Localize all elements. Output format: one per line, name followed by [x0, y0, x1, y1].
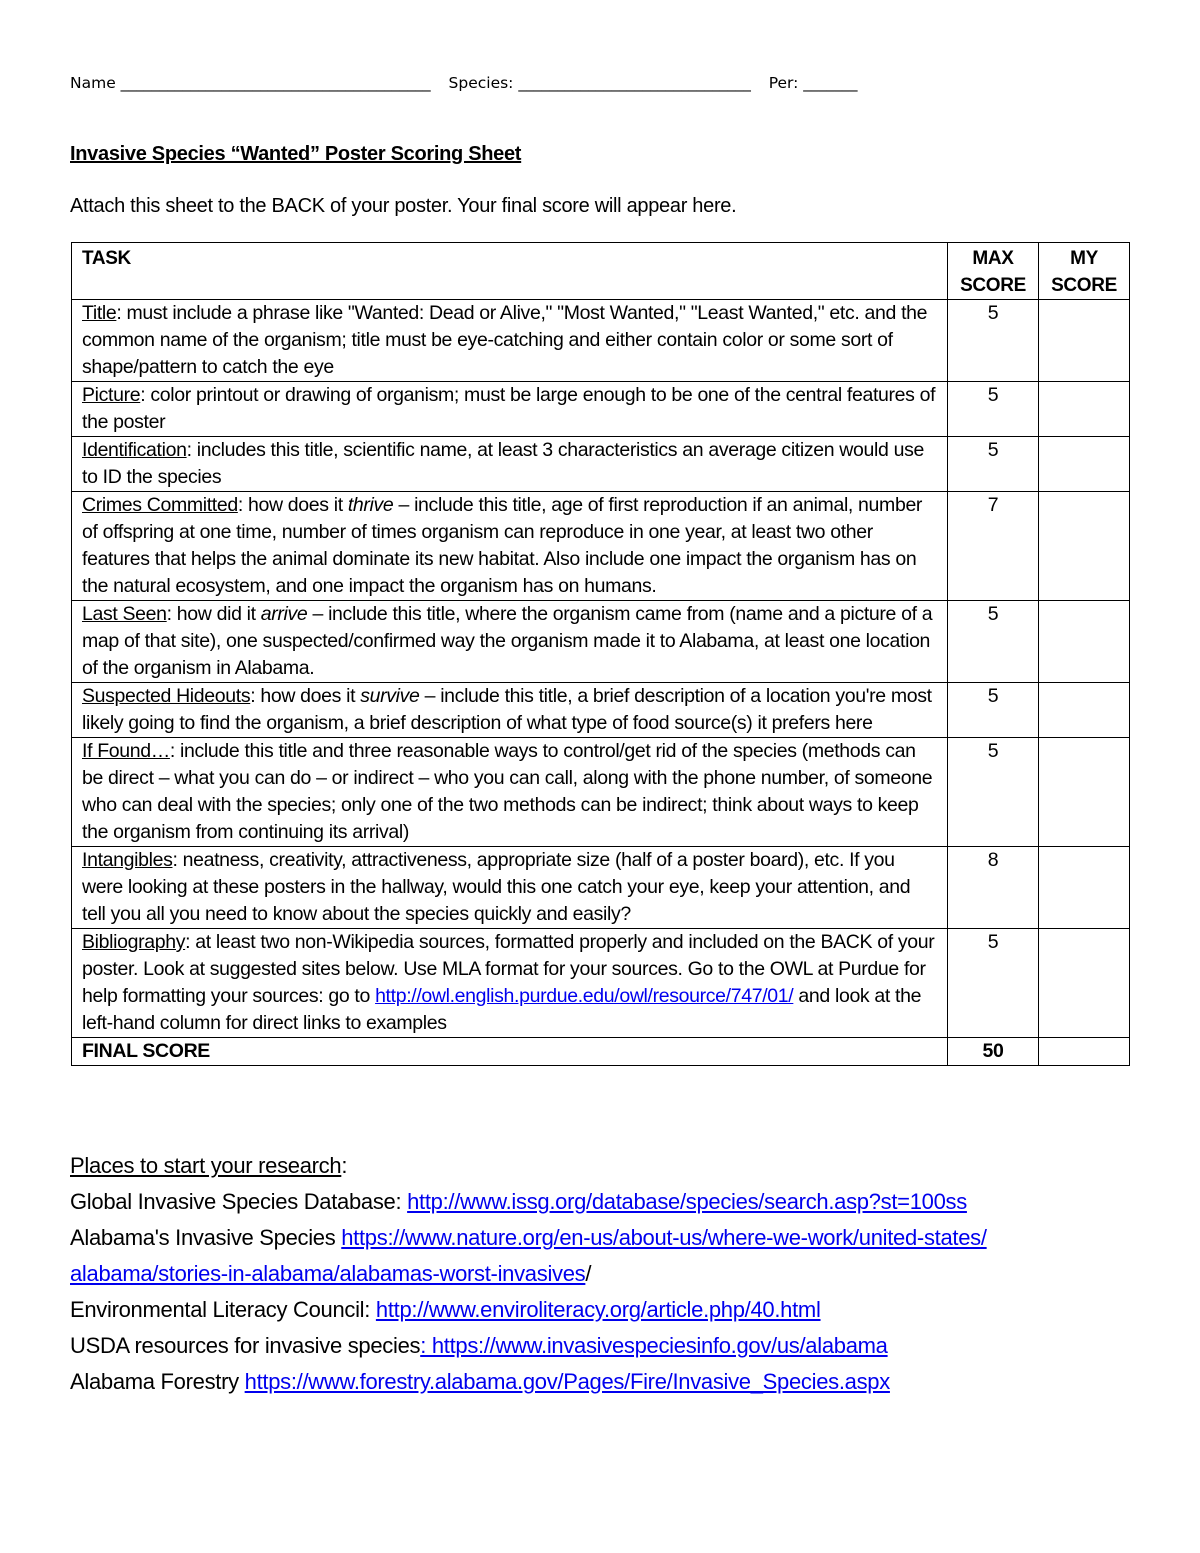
- final-score-label: FINAL SCORE: [72, 1038, 948, 1066]
- max-score-cell: 5: [948, 382, 1039, 437]
- task-name: If Found…: [82, 740, 170, 762]
- task-description: [72, 738, 948, 847]
- task-text: : neatness, creativity, attractiveness, appropriate size (half of a poster board), etc. If you were looking at these posters in the hallway, would this one catch your eye, keep your attention, and tell you all you need to know about the species quickly and easily?: [82, 849, 911, 925]
- task-text: : how does it: [237, 494, 348, 516]
- resource-link-tail: /: [585, 1261, 592, 1286]
- resource-label: Alabama Forestry: [70, 1369, 245, 1394]
- header-my-score: MY SCORE: [1039, 243, 1130, 300]
- task-description: [72, 382, 948, 437]
- scoring-table: [71, 242, 1130, 1066]
- task-text: : includes this title, scientific name, at least 3 characteristics an average citizen would use to ID the species: [82, 439, 924, 488]
- task-emphasis: survive: [360, 685, 420, 707]
- period-field[interactable]: Per: _______: [768, 74, 858, 92]
- task-description: [72, 929, 948, 1038]
- owl-purdue-link[interactable]: http://owl.english.purdue.edu/owl/resource/747/01/: [375, 985, 794, 1007]
- task-description: [72, 601, 948, 683]
- student-info-header: [70, 74, 1130, 92]
- header-max-score: MAX SCORE: [948, 243, 1039, 300]
- header-task: TASK: [72, 243, 948, 300]
- final-my-score[interactable]: [1039, 1038, 1130, 1066]
- task-name: Suspected Hideouts: [82, 685, 251, 707]
- final-max-score: 50: [948, 1038, 1039, 1066]
- task-name: Identification: [82, 439, 187, 461]
- page-title: Invasive Species “Wanted” Poster Scoring Sheet: [70, 143, 522, 165]
- task-description: [72, 437, 948, 492]
- places-heading: Places to start your research: [70, 1153, 342, 1178]
- max-score-cell: 5: [948, 683, 1039, 738]
- task-name: Intangibles: [82, 849, 173, 871]
- max-score-cell: 5: [948, 437, 1039, 492]
- research-resource-continued: [70, 1256, 987, 1292]
- task-text-continued: – include this title, where the organism came from (name and a picture of a map of that site), one suspected/confirmed way the organism made it to Alabama, at least one location of the organism in Alabama.: [82, 603, 933, 679]
- research-resource: [70, 1184, 987, 1220]
- resource-link[interactable]: http://www.issg.org/database/species/search.asp?st=100ss: [407, 1189, 967, 1214]
- my-score-cell[interactable]: [1039, 738, 1130, 847]
- task-name: Title: [82, 302, 117, 324]
- resource-label: USDA resources for invasive species: [70, 1333, 421, 1358]
- my-score-cell[interactable]: [1039, 847, 1130, 929]
- final-score-row: [72, 1038, 1130, 1066]
- research-resource: [70, 1364, 987, 1400]
- places-heading-colon: :: [341, 1153, 348, 1178]
- table-header-row: [72, 243, 1130, 300]
- max-score-cell: 5: [948, 300, 1039, 382]
- resource-link[interactable]: https://www.forestry.alabama.gov/Pages/Fire/Invasive_Species.aspx: [244, 1369, 890, 1394]
- my-score-cell[interactable]: [1039, 683, 1130, 738]
- research-resource: [70, 1292, 987, 1328]
- resource-link[interactable]: http://www.enviroliteracy.org/article.php/40.html: [375, 1297, 821, 1322]
- task-emphasis: thrive: [347, 494, 394, 516]
- research-places: [70, 1148, 987, 1400]
- task-text: : at least two non-Wikipedia sources, formatted properly and included on the BACK of your poster. Look at suggested sites below. Use MLA format for your sources. Go to the OWL at Purdue for help formatting your sources: go to: [82, 931, 935, 1007]
- my-score-cell[interactable]: [1039, 601, 1130, 683]
- task-text: : color printout or drawing of organism; must be large enough to be one of the central features of the poster: [82, 384, 936, 433]
- max-score-cell: 5: [948, 929, 1039, 1038]
- task-text: : how does it: [250, 685, 361, 707]
- task-description: [72, 683, 948, 738]
- my-score-cell[interactable]: [1039, 929, 1130, 1038]
- task-name: Last Seen: [82, 603, 167, 625]
- task-text-continued: and look at the left-hand column for direct links to examples: [82, 985, 922, 1034]
- table-row: [72, 492, 1130, 601]
- resource-label: Alabama's Invasive Species: [70, 1225, 342, 1250]
- resource-link[interactable]: https://www.nature.org/en-us/about-us/where-we-work/united-states/: [341, 1225, 987, 1250]
- resource-link[interactable]: : https://www.invasivespeciesinfo.gov/us/alabama: [420, 1333, 888, 1358]
- task-name: Picture: [82, 384, 141, 406]
- task-text-continued: – include this title, age of first reproduction if an animal, number of offspring at one time, number of times organism can reproduce in one year, at least two other features that helps the animal dominate its new habitat. Also include one impact the organism has on the natural ecosystem, and one impact the organism has on humans.: [82, 494, 923, 597]
- table-row: [72, 738, 1130, 847]
- my-score-cell[interactable]: [1039, 437, 1130, 492]
- task-text: : include this title and three reasonable ways to control/get rid of the species (methods can be direct – what you can do – or indirect – who you can call, along with the phone number, of someone who can deal with the species; only one of the two methods can be indirect; think about ways to keep the organism from continuing its arrival): [82, 740, 933, 843]
- task-description: [72, 492, 948, 601]
- resource-link-continued[interactable]: alabama/stories-in-alabama/alabamas-worst-invasives: [70, 1261, 586, 1286]
- resource-label: Environmental Literacy Council:: [70, 1297, 376, 1322]
- intro-text: Attach this sheet to the BACK of your poster. Your final score will appear here.: [70, 195, 737, 217]
- research-resource: [70, 1328, 987, 1364]
- my-score-cell[interactable]: [1039, 492, 1130, 601]
- table-row: [72, 683, 1130, 738]
- my-score-cell[interactable]: [1039, 382, 1130, 437]
- table-row: [72, 601, 1130, 683]
- table-row: [72, 437, 1130, 492]
- task-text: : how did it: [166, 603, 261, 625]
- task-emphasis: arrive: [260, 603, 308, 625]
- table-row: [72, 382, 1130, 437]
- species-field[interactable]: Species: ______________________________: [448, 74, 751, 92]
- max-score-cell: 5: [948, 738, 1039, 847]
- research-resource: [70, 1220, 987, 1256]
- max-score-cell: 5: [948, 601, 1039, 683]
- task-text: : must include a phrase like "Wanted: Dead or Alive," "Most Wanted," "Least Wanted," etc. and the common name of the organism; title must be eye-catching and either contain color or some sort of shape/pattern to catch the eye: [82, 302, 928, 378]
- task-name: Crimes Committed: [82, 494, 238, 516]
- my-score-cell[interactable]: [1039, 300, 1130, 382]
- task-name: Bibliography: [82, 931, 186, 953]
- name-field[interactable]: Name ________________________________________: [70, 74, 431, 92]
- table-row: [72, 300, 1130, 382]
- task-description: [72, 300, 948, 382]
- table-row: [72, 929, 1130, 1038]
- task-text-continued: – include this title, a brief description of a location you're most likely going to find the organism, a brief description of what type of food source(s) it prefers here: [82, 685, 932, 734]
- max-score-cell: 8: [948, 847, 1039, 929]
- task-description: [72, 847, 948, 929]
- max-score-cell: 7: [948, 492, 1039, 601]
- table-row: [72, 847, 1130, 929]
- resource-label: Global Invasive Species Database:: [70, 1189, 408, 1214]
